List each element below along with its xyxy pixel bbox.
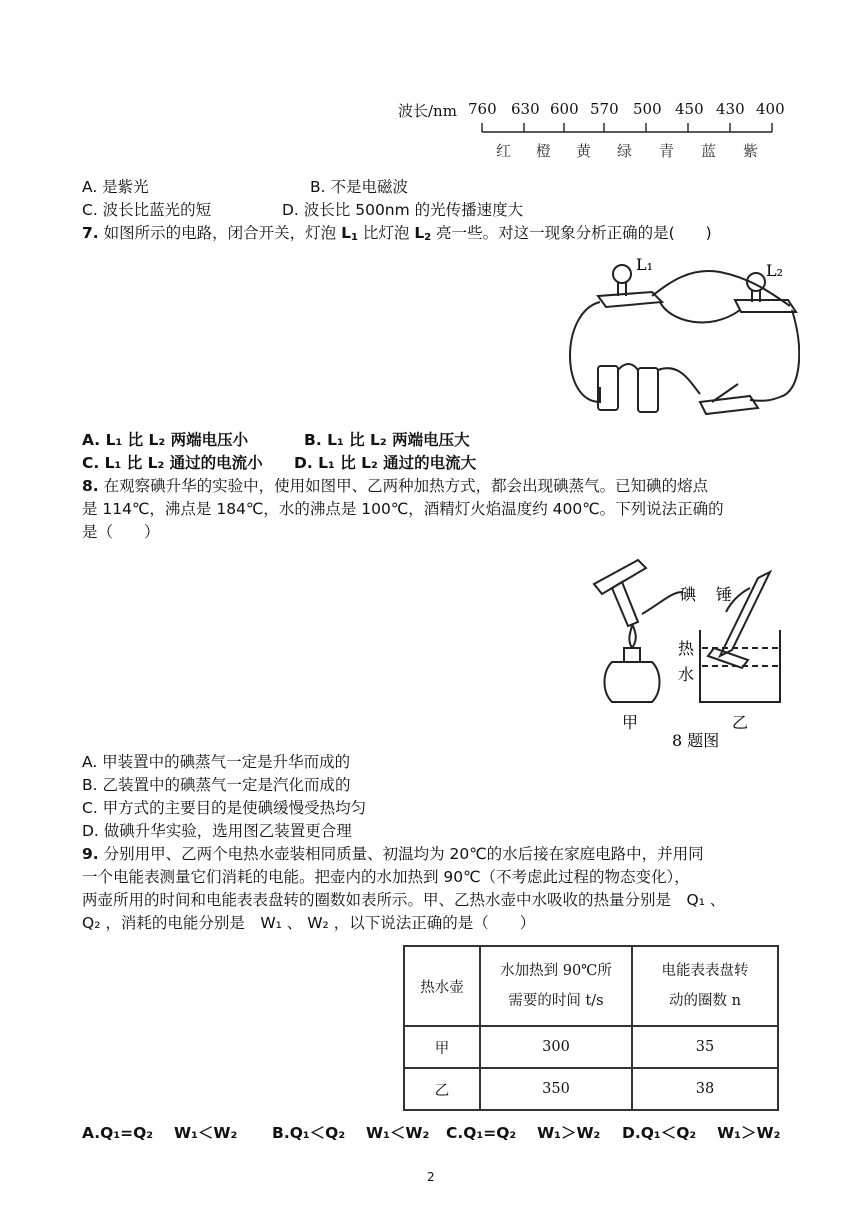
- color-cyan: 青: [659, 142, 675, 160]
- tick-400: 400: [756, 100, 785, 118]
- q8-number: 8.: [82, 477, 99, 495]
- q7-l2-symbol: [414, 224, 431, 242]
- q9-data-table: [403, 945, 779, 1111]
- q8-option-a: A. 甲装置中的碘蒸气一定是升华而成的: [82, 753, 351, 771]
- q8-iodine-figure: [582, 552, 782, 752]
- q6-option-d: D. 波长比 500nm 的光传播速度大: [282, 201, 524, 219]
- tick-570: 570: [590, 100, 619, 118]
- fig-hot-label: 热: [678, 639, 695, 658]
- wavelength-axis-line: [398, 96, 788, 166]
- q6-option-c: C. 波长比蓝光的短: [82, 201, 212, 219]
- q7-option-a: A. L₁ 比 L₂ 两端电压小: [82, 431, 249, 449]
- fig-l2-label: L₂: [766, 261, 784, 280]
- table-cell-name: 乙: [404, 1068, 480, 1110]
- fig-yi-label: 乙: [732, 713, 749, 732]
- tick-450: 450: [675, 100, 704, 118]
- table-row: [404, 1026, 778, 1068]
- table-cell-name: 甲: [404, 1026, 480, 1068]
- q7-l2-sub: 2: [424, 232, 432, 243]
- tick-500: 500: [633, 100, 662, 118]
- q8-option-d: D. 做碘升华实验，选用图乙装置更合理: [82, 822, 352, 840]
- q8-stem-line-3: 是（ ）: [82, 523, 160, 541]
- fig-hammer-label: 锤: [716, 585, 733, 604]
- fig-iodine-label: 碘: [680, 585, 697, 604]
- q9-option-d: D.Q₁＜Q₂ W₁＞W₂: [622, 1124, 781, 1142]
- q8-option-b: B. 乙装置中的碘蒸气一定是汽化而成的: [82, 776, 351, 794]
- tick-430: 430: [716, 100, 745, 118]
- color-green: 绿: [617, 142, 633, 160]
- q7-circuit-figure: [560, 252, 800, 422]
- tick-760: 760: [468, 100, 497, 118]
- q7-option-b: B. L₁ 比 L₂ 两端电压大: [304, 431, 470, 449]
- tick-600: 600: [550, 100, 579, 118]
- q7-stem: [82, 222, 712, 249]
- q7-stem-part-a: 如图所示的电路，闭合开关，灯泡: [103, 224, 337, 242]
- table-cell-turns: 35: [632, 1026, 778, 1068]
- q9-stem-line-2: 一个电能表测量它们消耗的电能。把壶内的水加热到 90℃（不考虑此过程的物态变化），: [82, 868, 690, 886]
- table-header-turns: [632, 946, 778, 1026]
- q8-stem-line-1: [82, 475, 708, 497]
- q9-number: 9.: [82, 845, 99, 863]
- q7-number: 7.: [82, 224, 99, 242]
- q7-l2-letter: L: [414, 224, 425, 242]
- q9-stem-line-3: 两壶所用的时间和电能表表盘转的圈数如表所示。甲、乙热水壶中水吸收的热量分别是 Q₁ 、: [82, 891, 726, 909]
- table-header-time: [480, 946, 632, 1026]
- fig-water-label: 水: [678, 665, 695, 684]
- tick-630: 630: [511, 100, 540, 118]
- q9-stem-line-4: Q₂ ，消耗的电能分别是 W₁ 、 W₂ ，以下说法正确的是（ ）: [82, 914, 536, 932]
- q9-option-b: B.Q₁＜Q₂ W₁＜W₂: [272, 1124, 430, 1142]
- fig-caption: 8 题图: [672, 731, 720, 750]
- wavelength-axis-label: 波长/nm: [398, 102, 457, 120]
- q9-option-a: A.Q₁=Q₂ W₁＜W₂: [82, 1124, 238, 1142]
- page-number: 2: [427, 1170, 435, 1184]
- color-violet: 紫: [743, 142, 759, 160]
- color-blue: 蓝: [701, 142, 717, 160]
- q7-l1-letter: L: [341, 224, 351, 242]
- q7-l1-sub: 1: [350, 232, 358, 243]
- color-yellow: 黄: [576, 142, 592, 160]
- table-header-row: [404, 946, 778, 1026]
- table-header-turns-line-1: 电能表表盘转: [661, 963, 749, 979]
- table-header-time-line-1: 水加热到 90℃所: [500, 963, 612, 979]
- color-red: 红: [496, 142, 512, 160]
- q9-option-c: C.Q₁=Q₂ W₁＞W₂: [446, 1124, 601, 1142]
- q8-option-c: C. 甲方式的主要目的是使碘缓慢受热均匀: [82, 799, 367, 817]
- table-cell-time: 350: [480, 1068, 632, 1110]
- q6-option-a: A. 是紫光: [82, 178, 149, 196]
- q8-stem-line-2: 是 114℃，沸点是 184℃，水的沸点是 100℃，酒精灯火焰温度约 400℃。下列说法正确的: [82, 500, 724, 518]
- fig-l1-label: L₁: [636, 255, 654, 274]
- q8-line-1-text: 在观察碘升华的实验中，使用如图甲、乙两种加热方式，都会出现碘蒸气。已知碘的熔点: [103, 477, 709, 495]
- q7-option-c: C. L₁ 比 L₂ 通过的电流小: [82, 454, 263, 472]
- table-cell-time: 300: [480, 1026, 632, 1068]
- table-header-time-line-2: 需要的时间 t/s: [508, 993, 604, 1009]
- q6-option-b: B. 不是电磁波: [310, 178, 408, 196]
- q9-line-1-text: 分别用甲、乙两个电热水壶装相同质量、初温均为 20℃的水后接在家庭电路中，并用同: [103, 845, 704, 863]
- table-cell-turns: 38: [632, 1068, 778, 1110]
- q7-option-d: D. L₁ 比 L₂ 通过的电流大: [294, 454, 477, 472]
- q7-l1-symbol: [341, 224, 358, 242]
- table-header-turns-line-2: 动的圈数 n: [669, 993, 741, 1009]
- table-row: [404, 1068, 778, 1110]
- table-header-kettle: 热水壶: [404, 946, 480, 1026]
- q9-stem-line-1: [82, 843, 704, 865]
- fig-jia-label: 甲: [622, 713, 639, 732]
- color-orange: 橙: [536, 142, 552, 160]
- q7-stem-part-c: 亮一些。对这一现象分析正确的是( ): [436, 224, 712, 242]
- wavelength-scale-figure: [398, 96, 788, 166]
- q7-stem-part-b: 比灯泡: [362, 224, 410, 242]
